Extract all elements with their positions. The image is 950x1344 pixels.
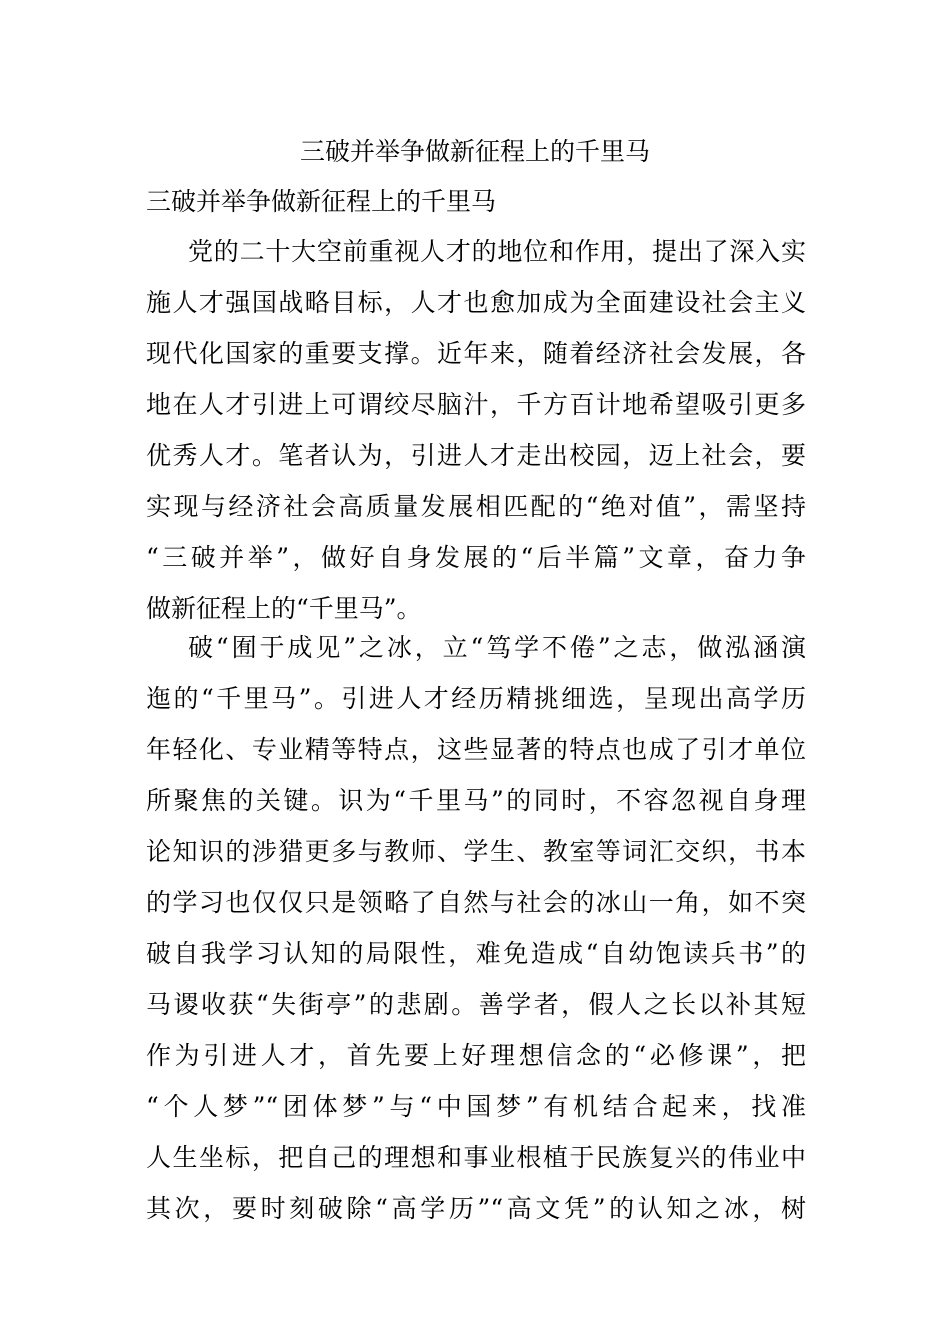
paragraph-line: 人生坐标，把自己的理想和事业根植于民族复兴的伟业中 [146, 1143, 806, 1172]
paragraph-line: 的学习也仅仅只是领略了自然与社会的冰山一角，如不突 [146, 888, 806, 917]
document-subtitle: 三破并举争做新征程上的千里马 [146, 187, 497, 216]
paragraph-line: “三破并举”，做好自身发展的“后半篇”文章，奋力争 [146, 543, 806, 572]
paragraph-line: 现代化国家的重要支撑。近年来，随着经济社会发展，各 [146, 339, 806, 368]
document-title: 三破并举争做新征程上的千里马 [299, 137, 650, 166]
paragraph-line: 破自我学习认知的局限性，难免造成“自幼饱读兵书”的 [146, 939, 806, 968]
paragraph-line: “个人梦”“团体梦”与“中国梦”有机结合起来，找准 [146, 1092, 806, 1121]
paragraph-line: 作为引进人才，首先要上好理想信念的“必修课”，把 [146, 1041, 806, 1070]
paragraph-section-one [146, 622, 806, 1234]
paragraph-line: 其次，要时刻破除“高学历”“高文凭”的认知之冰，树 [146, 1194, 806, 1223]
paragraph-intro [146, 226, 806, 634]
paragraph-line: 迤的“千里马”。引进人才经历精挑细选，呈现出高学历 [146, 684, 806, 713]
paragraph-line: 马谡收获“失街亭”的悲剧。善学者，假人之长以补其短 [146, 990, 806, 1019]
paragraph-line: 所聚焦的关键。识为“千里马”的同时，不容忽视自身理 [146, 786, 806, 815]
paragraph-line: 地在人才引进上可谓绞尽脑汁，千方百计地希望吸引更多 [146, 390, 806, 419]
paragraph-line: 党的二十大空前重视人才的地位和作用，提出了深入实 [188, 237, 806, 266]
paragraph-line: 做新征程上的“千里马”。 [146, 594, 422, 623]
paragraph-line: 破“囿于成见”之冰，立“笃学不倦”之志，做泓涵演 [188, 633, 806, 662]
paragraph-line: 年轻化、专业精等特点，这些显著的特点也成了引才单位 [146, 735, 806, 764]
paragraph-line: 优秀人才。笔者认为，引进人才走出校园，迈上社会，要 [146, 441, 806, 470]
paragraph-line: 施人才强国战略目标，人才也愈加成为全面建设社会主义 [146, 288, 806, 317]
paragraph-line: 论知识的涉猎更多与教师、学生、教室等词汇交织，书本 [146, 837, 806, 866]
paragraph-line: 实现与经济社会高质量发展相匹配的“绝对值”，需坚持 [146, 492, 806, 521]
